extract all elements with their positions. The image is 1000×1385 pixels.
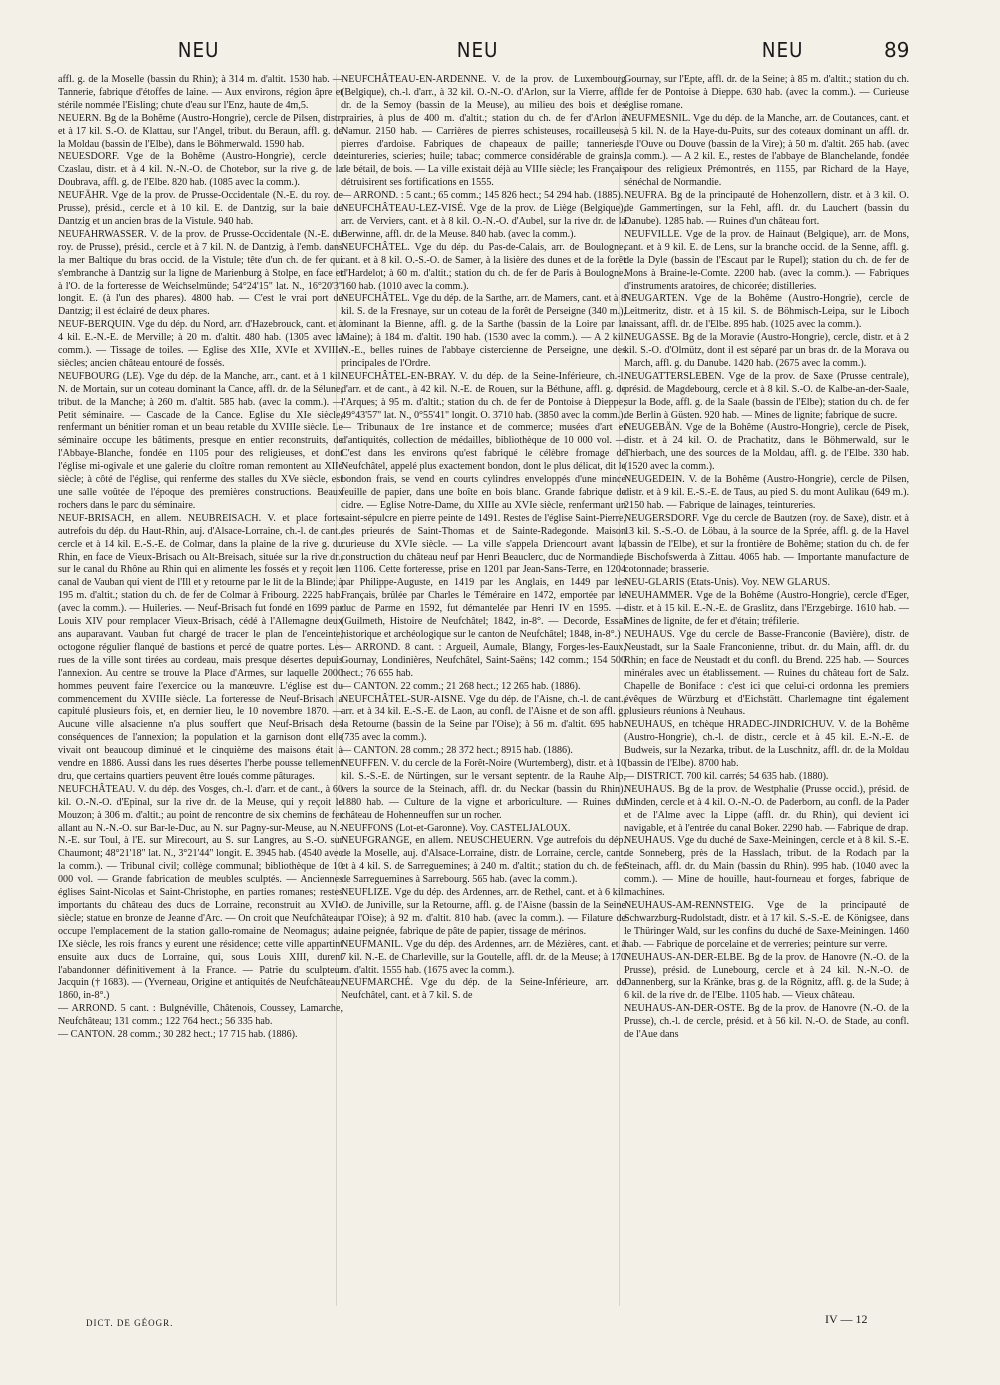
running-head-center: NEU <box>456 38 499 62</box>
entry-paragraph: — ARROND. 8 cant. : Argueil, Aumale, Blangy, Forges-les-Eaux, Gournay, Londinières, Neufchâtel, Saint-Saëns; 142 comm.; 154 500 hect.; 76 655 hab. <box>341 641 626 679</box>
entry-paragraph: NEUESDORF. Vge de la Bohême (Austro-Hongrie), cercle de Czaslau, distr. et à 4 kil. N.-N.-O. de Chotebor, sur la rive g. de la Doubrava, affl. g. de l'Elbe. 820 hab. (1085 avec la comm.). <box>58 151 343 189</box>
entry-paragraph: NEUHAUS. Bg de la prov. de Westphalie (Prusse occid.), présid. de Minden, cercle et à 4 kil. O.-N.-O. de Paderborn, au confl. de la Pader et de l'Alme avec la Lippe (affl. dr. du Rhin), qui devient ici navigable, et à l'entrée du canal Boker. 2290 hab. — Fabrique de drap. <box>624 783 909 834</box>
entry-paragraph: NEUGARTEN. Vge de la Bohême (Austro-Hongrie), cercle de Leitmeritz, distr. et à 15 kil. S. de Böhmisch-Leipa, sur le Liboch naissant, affl. dr. de l'Elbe. 895 hab. (1025 avec la comm.). <box>624 293 909 331</box>
entry-paragraph: NEU-GLARIS (Etats-Unis). Voy. NEW GLARUS. <box>624 577 830 589</box>
entry-paragraph: — DISTRICT. 700 kil. carrés; 54 635 hab. (1880). <box>624 770 829 782</box>
entry-paragraph: NEUFCHÂTEAU-LEZ-VISÉ. Vge de la prov. de Liège (Belgique), arr. de Verviers, cant. et à 8 kil. O.-N.-O. d'Aubel, sur la rive dr. de la Berwinne, affl. dr. de la Meuse. 840 hab. (avec la comm.). <box>341 203 626 240</box>
entry-paragraph: NEUF-BERQUIN. Vge du dép. du Nord, arr. d'Hazebrouck, cant. et à 4 kil. E.-N.-E. de Merville; à 20 m. d'altit. 480 hab. (1305 avec la comm.). — Tissage de toiles. — Eglise des XIIe, XVIe et XVIIIe siècles; ancien château entouré de fossés. <box>58 319 343 369</box>
entry-paragraph: NEUFCHÂTEAU. V. du dép. des Vosges, ch.-l. d'arr. et de cant., à 60 kil. O.-N.-O. d'Epinal, sur la rive dr. de la Meuse, qui y reçoit le Mouzon; à 306 m. d'altit.; au point de rencontre de six chemins de fer allant au N.-N.-O. sur Bar-le-Duc, au N. sur Pagny-sur-Meuse, au N.-N.-E. sur Toul, à l'E. sur Mirecourt, au S. sur Langres, au S.-O. sur Chaumont; 48°21'18" lat. N., 3°21'44" longit. E. 3945 hab. (4540 avec la comm.). — Tribunal civil; collège communal; bibliothèque de 10 000 vol. — Grande fabrication de meubles sculptés. — Anciennes églises Saint-Nicolas et Saint-Christophe, en parties romanes; restes importants du château des ducs de Lorraine, reconstruit au XVIe siècle; statue en bronze de Jeanne d'Arc. — On croit que Neufchâteau occupe l'emplacement de la station gallo-romaine de Neomagus; au IXe siècle, les rois francs y eurent une résidence; cette ville appartint ensuite aux ducs de Lorraine, qui, sous Louis XIII, durent l'abandonner définitivement à la France. — Patrie du sculpteur Jacquin († 1683). — (Yverneau, Origine et antiquités de Neufchâteau; 1860, in-8°.) <box>58 783 343 1002</box>
entry-paragraph: NEUFVILLE. Vge de la prov. de Hainaut (Belgique), arr. de Mons, cant. et à 9 kil. E. de Lens, sur la branche occid. de la Senne, affl. g. de la Dyle (bassin de l'Escaut par le Rupel); station du ch. de fer de Mons à Braine-le-Comte. 2200 hab. (avec la comm.). — Fabriques d'instruments aratoires, de chicorée; distilleries. <box>624 228 909 292</box>
entry-paragraph: NEUFMANIL. Vge du dép. des Ardennes, arr. de Mézières, cant. et à 7 kil. N.-E. de Charleville, sur la Goutelle, affl. dr. de la Meuse; à 170 m. d'altit. 1555 hab. (1675 avec la comm.). <box>341 938 626 976</box>
entry-paragraph: NEUFCHÂTEL. Vge du dép. du Pas-de-Calais, arr. de Boulogne, cant. et à 8 kil. O.-S.-O. de Samer, à la lisière des dunes et de la forêt d'Hardelot; à 60 m. d'altit.; station du ch. de fer de Paris à Boulogne. 160 hab. (1010 avec la comm.). <box>341 241 626 292</box>
entry-paragraph: NEUHAMMER. Vge de la Bohême (Austro-Hongrie), cercle d'Eger, distr. et à 15 kil. E.-N.-E. de Graslitz, dans l'Erzgebirge. 1610 hab. — Mines de lignite, de fer et d'étain; tréfilerie. <box>624 590 909 628</box>
entry-paragraph: — ARROND. 5 cant. : Bulgnéville, Châtenois, Coussey, Lamarche, Neufchâteau; 131 comm.; 122 764 hect.; 56 335 hab. <box>58 1003 343 1028</box>
entry-paragraph: — CANTON. 22 comm.; 21 268 hect.; 12 265 hab. (1886). <box>341 680 581 692</box>
text-column-3 <box>624 74 909 1042</box>
entry-paragraph: NEUGERSDORF. Vge du cercle de Bautzen (roy. de Saxe), distr. et à 13 kil. S.-S.-O. de Löbau, à la source de la Sprée, affl. g. de la Havel (bassin de l'Elbe), et sur la frontière de Bohême; station du ch. de fer de Bischofswerda à Zittau. 4065 hab. — Importante manufacture de cotonnade; brasserie. <box>624 512 909 576</box>
entry-paragraph: NEUHAUS-AM-RENNSTEIG. Vge de la principauté de Schwarzburg-Rudolstadt, distr. et à 17 kil. S.-S.-E. de Königsee, dans le Thüringer Wald, sur les confins du duché de Saxe-Meiningen. 1460 hab. — Fabrique de porcelaine et de verreries; peinture sur verre. <box>624 900 909 950</box>
entry-paragraph: affl. g. de la Moselle (bassin du Rhin); à 314 m. d'altit. 1530 hab. — Tannerie, fabrique d'étoffes de laine. — Aux environs, région âpre et stérile nommée l'Eisling; chute d'eau sur l'Enz, haute de 4m,5. <box>58 74 343 111</box>
entry-paragraph: — CANTON. 28 comm.; 28 372 hect.; 8915 hab. (1886). <box>341 745 573 757</box>
entry-paragraph: NEUFCHÂTEL-SUR-AISNE. Vge du dép. de l'Aisne, ch.-l. de cant., arr. et à 34 kil. E.-S.-E. de Laon, au confl. de l'Aisne et de son affl. g. la Retourne (bassin de la Seine par l'Oise); à 56 m. d'altit. 695 hab. (735 avec la comm.). <box>341 693 626 744</box>
footer-volume: IV — 12 <box>825 1312 868 1326</box>
entry-paragraph: NEUHAUS-AN-DER-ELBE. Bg de la prov. de Hanovre (N.-O. de la Prusse), présid. de Lunebourg, cercle et à 24 kil. N.-N.-O. de Dannenberg, sur la Kränke, bras g. de la Rögnitz, affl. g. de la Sude; à 6 kil. de la rive dr. de l'Elbe. 1105 hab. — Vieux château. <box>624 951 909 1002</box>
entry-paragraph: NEUFCHÂTEL. Vge du dép. de la Sarthe, arr. de Mamers, cant. et à 8 kil. S. de la Fresnaye, sur un coteau de la forêt de Perseigne (340 m.), dominant la Bienne, affl. g. de la Sarthe (bassin de la Loire par la Maine); à 184 m. d'altit. 190 hab. (1530 avec la comm.). — A 2 kil. N.-E., belles ruines de l'abbaye cistercienne de Perseigne, une des principales de l'Ordre. <box>341 293 626 369</box>
running-head-left: NEU <box>177 38 220 62</box>
entry-paragraph: NEUFÄHR. Vge de la prov. de Prusse-Occidentale (N.-E. du roy. de Prusse), présid., cercle et à 10 kil. E. de Dantzig, sur la baie de Dantzig et un ancien bras de la Vistule. 940 hab. <box>58 190 343 227</box>
entry-paragraph: NEUFBOURG (LE). Vge du dép. de la Manche, arr., cant. et à 1 kil. N. de Mortain, sur un coteau dominant la Cance, affl. dr. de la Sélune, tribut. de la Manche; à 260 m. d'altit. 585 hab. (avec la comm.). — Petit séminaire. — Cascade de la Cance. Eglise du XIe siècle, renfermant un bénitier roman et un beau retable du XVIIIe siècle. Le séminaire occupe les bâtiments, presque en entier reconstruits, de l'Abbaye-Blanche, fondée en 1105 pour des religieuses, et dont l'église mi-ogivale et une galerie du cloître roman remontent au XIIe siècle; à côté de l'église, qui renferme des stalles du XVe siècle, est une salle voûtée de l'époque des premières constructions. Beaux rochers dans le parc du séminaire. <box>58 370 343 511</box>
entry-paragraph: — ARROND. : 5 cant.; 65 comm.; 145 826 hect.; 54 294 hab. (1885). <box>341 190 624 202</box>
running-head-right: NEU <box>761 38 804 62</box>
footer-signature: DICT. DE GÉOGR. <box>86 1318 174 1328</box>
entry-paragraph: NEUFFEN. V. du cercle de la Forêt-Noire (Wurtemberg), distr. et à 10 kil. S.-S.-E. de Nürtingen, sur le versant septentr. de la Rauhe Alp, vers la source de la Steinach, affl. dr. du Neckar (bassin du Rhin). 1880 hab. — Culture de la vigne et arboriculture. — Ruines du château de Hohenneuffen sur un rocher. <box>341 758 626 821</box>
entry-paragraph: NEUFAHRWASSER. V. de la prov. de Prusse-Occidentale (N.-E. du roy. de Prusse), présid., cercle et à 7 kil. N. de Dantzig, à l'emb. dans la mer Baltique du bras occid. de la Vistule; tête d'un ch. de fer qui s'embranche à Dantzig sur la ligne de Marienburg à Stolpe, en face et à l'O. de la forteresse de Weichselmünde; 54°24'15" lat. N., 16°20'3" longit. E. (à l'un des phares). 4800 hab. — C'est le vrai port de Dantzig; il est éclairé de deux phares. <box>58 228 343 318</box>
running-header <box>0 38 1000 72</box>
entry-paragraph: NEUGEBÄN. Vge de la Bohême (Austro-Hongrie), cercle de Pisek, distr. et à 24 kil. O. de Prachatitz, dans le Böhmerwald, sur le Thierbach, une des sources de la Moldau, affl. g. de l'Elbe. 330 hab. (1520 avec la comm.). <box>624 422 909 473</box>
text-column-2 <box>341 74 626 1003</box>
entry-paragraph: NEUFGRANGE, en allem. NEUSCHEUERN. Vge autrefois du dép. de la Moselle, auj. d'Alsace-Lorraine, distr. de Lorraine, cercle, cant. et à 4 kil. S. de Sarreguemines; à 240 m. d'altit.; station du ch. de fer de Sarreguemines à Sarrebourg. 565 hab. (avec la comm.). <box>341 835 626 886</box>
entry-paragraph: NEUF-BRISACH, en allem. NEUBREISACH. V. et place forte autrefois du dép. du Haut-Rhin, auj. d'Alsace-Lorraine, ch.-l. de cant., cercle et à 14 kil. E.-S.-E. de Colmar, dans la plaine de la rive g. du Rhin, en face de Vieux-Brisach ou Alt-Breisach, située sur la rive dr., sur le canal du Rhône au Rhin qui en alimente les fossés et y reçoit le canal de Vauban qui vient de l'Ill et y retourne par le lit de la Blinde; à 195 m. d'altit.; station du ch. de fer de Colmar à Fribourg. 2225 hab. (avec la comm.). — Huileries. — Neuf-Brisach fut fondé en 1699 par Louis XIV pour remplacer Vieux-Brisach, cédé à l'Allemagne deux ans auparavant. Vauban fut chargé de tracer le plan de l'enceinte, octogone régulier flanqué de bastions et percé de quatre portes. Les rues de la ville sont tirées au cordeau, mais presque désertes depuis l'annexion. Au centre se trouve la Place d'Armes, sur laquelle 2000 hommes peuvent faire l'exercice ou la manœuvre. L'église est du commencement du XVIIIe siècle. La forteresse de Neuf-Brisach a capitulé plusieurs fois, et, en dernier lieu, le 10 novembre 1870. — Aucune ville alsacienne n'a plus souffert que Neuf-Brisach des conséquences de l'annexion; la population et la garnison dont elle vivait ont beaucoup diminué et le cinquième des maisons était à vendre en 1886. Aussi dans les rues désertes l'herbe pousse tellement dru, que certains quartiers peuvent être loués comme pâturages. <box>58 512 343 782</box>
entry-paragraph: Gournay, sur l'Epte, affl. dr. de la Seine; à 85 m. d'altit.; station du ch. de fer de Pontoise à Dieppe. 630 hab. (avec la comm.). — Curieuse église romane. <box>624 74 909 111</box>
entry-paragraph: NEUGASSE. Bg de la Moravie (Austro-Hongrie), cercle, distr. et à 2 kil. S.-O. d'Olmütz, dont il est séparé par un bras dr. de la Morava ou March, affl. g. du Danube. 1420 hab. (2675 avec la comm.). <box>624 332 909 369</box>
entry-paragraph: NEUHAUS. Vge du cercle de Basse-Franconie (Bavière), distr. de Neustadt, sur la Saale Franconienne, tribut. dr. du Main, affl. dr. du Rhin; en face de Neustadt et du confl. du Brend. 225 hab. — Sources minérales avec un établissement. — Ruines du château fort de Salz. Chapelle de Boniface : c'est ici que celui-ci ordonna les premiers évêques de Würzburg et d'Eichstätt. Charlemagne tint également plusieurs réunions à Neuhaus. <box>624 628 909 718</box>
entry-paragraph: NEUHAUS-AN-DER-OSTE. Bg de la prov. de Hanovre (N.-O. de la Prusse), ch.-l. de cercle, présid. et à 56 kil. N.-O. de Stade, au confl. de l'Aue dans <box>624 1003 909 1041</box>
entry-paragraph: NEUERN. Bg de la Bohême (Austro-Hongrie), cercle de Pilsen, distr. et à 17 kil. S.-O. de Klattau, sur l'Angel, tribut. du Beraun, affl. g. de la Moldau (bassin de l'Elbe), dans le Böhmerwald. 1590 hab. <box>58 112 343 150</box>
entry-paragraph: NEUFFONS (Lot-et-Garonne). Voy. CASTELJALOUX. <box>341 822 571 834</box>
text-column-1 <box>58 74 343 1042</box>
entry-paragraph: — CANTON. 28 comm.; 30 282 hect.; 17 715 hab. (1886). <box>58 1029 298 1041</box>
page-number: 89 <box>884 38 910 62</box>
entry-paragraph: NEUFMESNIL. Vge du dép. de la Manche, arr. de Coutances, cant. et à 5 kil. N. de la Haye-du-Puits, sur des coteaux dominant un affl. dr. de l'Ouve ou Douve (bassin de la Vire); à 50 m. d'altit. 265 hab. (avec la comm.). — A 2 kil. E., restes de l'abbaye de Blanchelande, fondée pour des religieux Prémontrés, en 1155, par Richard de la Haye, sénéchal de Normandie. <box>624 112 909 189</box>
entry-paragraph: NEUHAUS. Vge du duché de Saxe-Meiningen, cercle et à 8 kil. S.-E. de Sonneberg, près de la Hasslach, tribut. de la Rodach par la Steinach, affl. dr. du Main (bassin du Rhin). 995 hab. (1040 avec la comm.). — Mine de houille, haut-fourneau et forges, fabrique de machines. <box>624 835 909 899</box>
entry-paragraph: NEUFMARCHÉ. Vge du dép. de la Seine-Inférieure, arr. de Neufchâtel, cant. et à 7 kil. S. de <box>341 977 626 1002</box>
entry-paragraph: NEUFRA. Bg de la principauté de Hohenzollern, distr. et à 3 kil. O. de Gammertingen, sur la Fehl, affl. dr. du Lauchert (bassin du Danube). 1285 hab. — Ruines d'un château fort. <box>624 190 909 227</box>
entry-paragraph: NEUFLIZE. Vge du dép. des Ardennes, arr. de Rethel, cant. et à 6 kil. O. de Juniville, sur la Retourne, affl. g. de l'Aisne (bassin de la Seine par l'Oise); à 92 m. d'altit. 810 hab. (avec la comm.). — Filature de laine peignée, fabrique de pâte de papier, tissage de mérinos. <box>341 887 626 937</box>
entry-paragraph: NEUFCHÂTEAU-EN-ARDENNE. V. de la prov. de Luxembourg (Belgique), ch.-l. d'arr., à 32 kil. O.-N.-O. d'Arlon, sur la Vierre, affl. dr. de la Semoy (bassin de la Meuse), au milieu des bois et des prairies, à plus de 400 m. d'altit.; station du ch. de fer d'Arlon à Namur. 2150 hab. — Carrières de pierres schisteuses, rocailleuses, pierres d'ardoise. Fabriques de chapeaux de paille; tanneries, teintureries, scieries; huile; tabac; commerce considérable de grains, de bétail, de bois. — La ville existait déjà au VIIIe siècle; les Français détruisirent ses fortifications en 1555. <box>341 74 626 189</box>
entry-paragraph: NEUHAUS, en tchèque HRADEC-JINDRICHUV. V. de la Bohême (Austro-Hongrie), ch.-l. de distr., cercle et à 45 kil. E.-N.-E. de Budweis, sur la Nezarka, tribut. de la Luschnitz, affl. dr. de la Moldau (bassin de l'Elbe). 8700 hab. <box>624 719 909 770</box>
entry-paragraph: NEUGEDEIN. V. de la Bohême (Austro-Hongrie), cercle de Pilsen, distr. et à 9 kil. E.-S.-E. de Taus, au pied S. du mont Aulikau (649 m.). 2150 hab. — Fabrique de lainages, teintureries. <box>624 474 909 511</box>
entry-paragraph: NEUGATTERSLEBEN. Vge de la prov. de Saxe (Prusse centrale), présid. de Magdebourg, cercle et à 8 kil. S.-O. de Kalbe-an-der-Saale, sur la Bode, affl. g. de la Saale (bassin de l'Elbe); station du ch. de fer de Berlin à Güsten. 920 hab. — Mines de lignite; fabrique de sucre. <box>624 370 909 421</box>
entry-paragraph: NEUFCHÂTEL-EN-BRAY. V. du dép. de la Seine-Inférieure, ch.-l. d'arr. et de cant., à 42 kil. N.-E. de Rouen, sur la Béthune, affl. g. de l'Arques; à 95 m. d'altit.; station du ch. de fer de Pontoise à Dieppe; 49°43'57" lat. N., 0°55'41" longit. O. 3710 hab. (3850 avec la comm.). — Tribunaux de 1re instance et de commerce; musées d'art et d'antiquités, collection de médailles, bibliothèque de 10 000 vol. — C'est dans les environs qu'est fabriqué le célèbre fromage de Neufchâtel, appelé plus exactement bondon, dont le plus délicat, dit le bondon frais, se vend en courts cylindres enveloppés d'une mince feuille de papier, dans une boîte en bois blanc. Grande fabrique de cidre. — Eglise Notre-Dame, du XIIIe au XVIe siècle, renfermant un saint-sépulcre en pierre peinte de 1491. Restes de l'église Saint-Pierre, des prieurés de Saint-Thomas et de Sainte-Radegonde. Maison curieuse du XVIe siècle. — La ville s'appela Driencourt avant la construction du château neuf par Henri Beauclerc, duc de Normandie, en 1106. Cette forteresse, prise en 1201 par Jean-Sans-Terre, en 1204 par Philippe-Auguste, en 1419 par les Anglais, en 1449 par les Français, brûlée par Charles le Téméraire en 1472, emportée par le duc de Parme en 1592, fut démantelée par Henri IV en 1595. — (Guilmeth, Histoire de Neufchâtel; 1842, in-8°. — Decorde, Essai historique et archéologique sur le canton de Neufchâtel; 1848, in-8°.) <box>341 370 626 640</box>
